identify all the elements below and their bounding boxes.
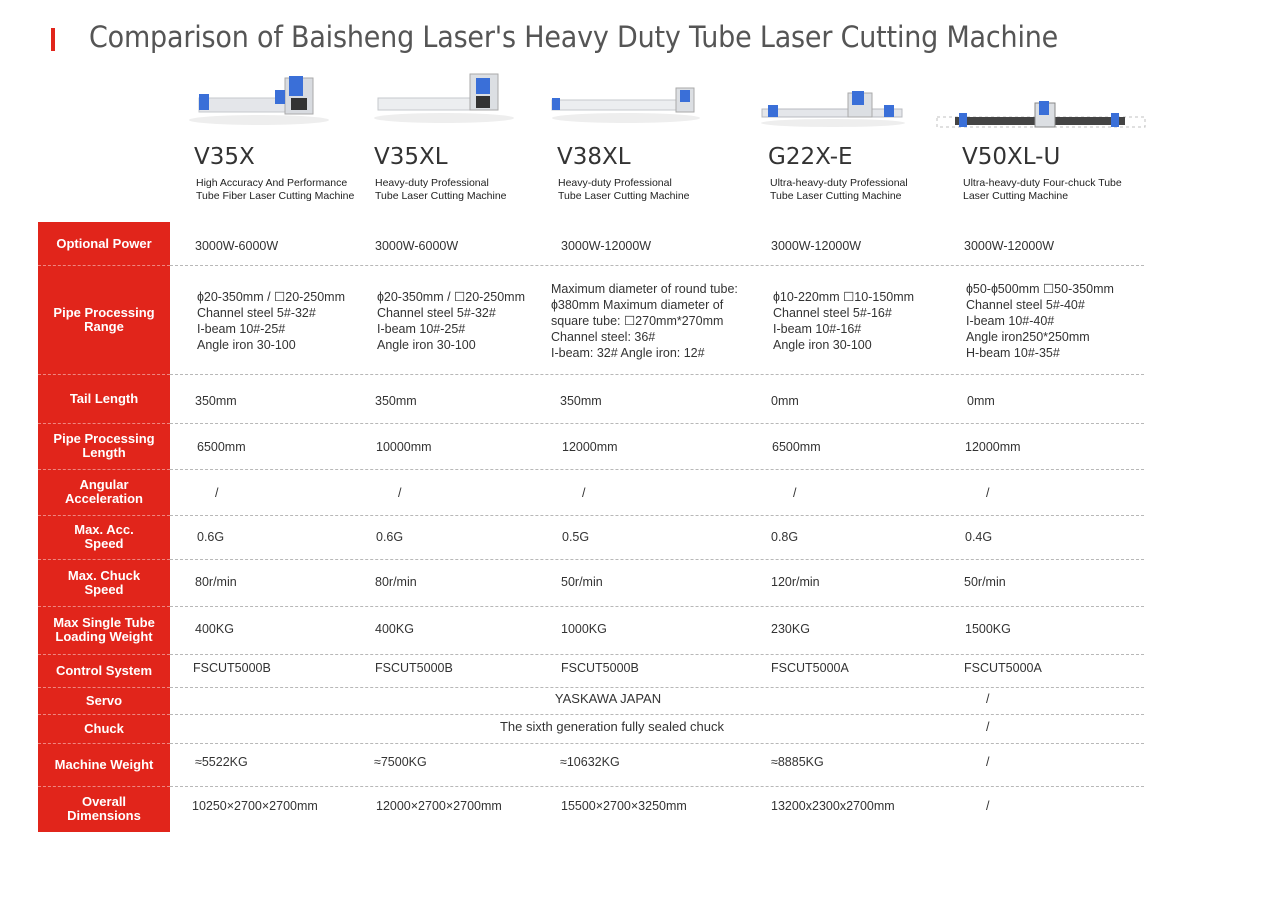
spec-cell: / bbox=[986, 692, 990, 706]
spec-cell: 3000W-6000W bbox=[375, 239, 459, 253]
model-description: Heavy-duty Professional Tube Laser Cutting Machine bbox=[558, 177, 690, 202]
spec-cell: / bbox=[398, 486, 402, 500]
page-title: Comparison of Baisheng Laser's Heavy Duty Tube Laser Cutting Machine bbox=[89, 20, 1059, 54]
spec-cell: 6500mm bbox=[197, 440, 246, 454]
model-name: G22X-E bbox=[768, 144, 853, 170]
machine-image-g22x-e bbox=[758, 78, 908, 138]
spec-cell: / bbox=[582, 486, 586, 500]
spec-cell: Maximum diameter of round tube: ɸ380mm Maximum diameter of square tube: ☐270mm*270mm Channel steel: 36# I-beam: 32# Angle iron: 12# bbox=[551, 282, 738, 360]
spec-cell: / bbox=[986, 799, 990, 813]
spec-cell: 0mm bbox=[967, 394, 995, 408]
spec-cell: 10250×2700×2700mm bbox=[192, 799, 318, 813]
row-label-servo: Servo bbox=[85, 692, 123, 708]
spec-cell: 350mm bbox=[195, 394, 237, 408]
model-description: High Accuracy And Performance Tube Fiber Laser Cutting Machine bbox=[196, 177, 355, 202]
spec-cell: ɸ20-350mm / ☐20-250mm Channel steel 5#-32# I-beam 10#-25# Angle iron 30-100 bbox=[197, 290, 345, 352]
spec-cell: 10000mm bbox=[376, 440, 432, 454]
spec-cell: 12000mm bbox=[965, 440, 1021, 454]
spec-cell: ɸ10-220mm ☐10-150mm Channel steel 5#-16# I-beam 10#-16# Angle iron 30-100 bbox=[773, 290, 915, 352]
spec-cell: 0.6G bbox=[197, 530, 225, 544]
model-name: V35X bbox=[194, 144, 255, 170]
row-label-angular-acceleration: Angular Acceleration bbox=[64, 477, 144, 506]
spec-cell: 0.5G bbox=[562, 530, 590, 544]
row-label-pipe-processing-range: Pipe Processing Range bbox=[53, 304, 155, 334]
spec-cell: / bbox=[793, 486, 797, 500]
spec-cell: 0.8G bbox=[771, 530, 799, 544]
spec-cell: ɸ20-350mm / ☐20-250mm Channel steel 5#-32# I-beam 10#-25# Angle iron 30-100 bbox=[377, 290, 525, 352]
spec-cell: FSCUT5000B bbox=[561, 661, 639, 675]
row-label-control-system: Control System bbox=[55, 662, 153, 678]
spec-cell: / bbox=[986, 720, 990, 734]
spec-cell: / bbox=[215, 486, 219, 500]
spec-cell: 230KG bbox=[771, 622, 810, 636]
spec-cell: 400KG bbox=[195, 622, 234, 636]
spec-cell-spanning: The sixth generation fully sealed chuck bbox=[499, 719, 724, 734]
spec-cell: 50r/min bbox=[964, 575, 1006, 589]
spec-cell: 3000W-12000W bbox=[561, 239, 652, 253]
spec-cell: 15500×2700×3250mm bbox=[561, 799, 687, 813]
spec-cell: 80r/min bbox=[195, 575, 237, 589]
spec-cell: 0mm bbox=[771, 394, 799, 408]
spec-cell: FSCUT5000A bbox=[964, 661, 1042, 675]
row-label-chuck: Chuck bbox=[84, 720, 124, 736]
spec-cell: 12000×2700×2700mm bbox=[376, 799, 502, 813]
spec-cell: 3000W-12000W bbox=[964, 239, 1055, 253]
spec-cell: 12000mm bbox=[562, 440, 618, 454]
spec-cell-spanning: YASKAWA JAPAN bbox=[554, 691, 662, 706]
spec-cell: ≈5522KG bbox=[195, 755, 248, 769]
model-name: V35XL bbox=[374, 144, 448, 170]
spec-cell: FSCUT5000B bbox=[193, 661, 271, 675]
spec-cell: 1000KG bbox=[561, 622, 607, 636]
spec-cell: 6500mm bbox=[772, 440, 821, 454]
spec-cell: 50r/min bbox=[561, 575, 603, 589]
spec-cell: ≈7500KG bbox=[374, 755, 427, 769]
spec-cell: ≈8885KG bbox=[771, 755, 824, 769]
spec-cell: 120r/min bbox=[771, 575, 820, 589]
spec-cell: 3000W-12000W bbox=[771, 239, 862, 253]
spec-cell: 0.6G bbox=[376, 530, 404, 544]
spec-cell: 3000W-6000W bbox=[195, 239, 279, 253]
title-accent-bar bbox=[51, 28, 55, 51]
spec-cell: ɸ50-ɸ500mm ☐50-350mm Channel steel 5#-40# I-beam 10#-40# Angle iron250*250mm H-beam 10#-35# bbox=[966, 282, 1114, 360]
spec-cell: 350mm bbox=[375, 394, 417, 408]
machine-image-v38xl bbox=[548, 72, 704, 132]
spec-cell: 400KG bbox=[375, 622, 414, 636]
model-name: V38XL bbox=[557, 144, 631, 170]
spec-cell: 0.4G bbox=[965, 530, 993, 544]
spec-cell: ≈10632KG bbox=[560, 755, 620, 769]
row-label-max-chuck-speed: Max. Chuck Speed bbox=[67, 567, 141, 597]
model-name: V50XL-U bbox=[962, 144, 1061, 170]
spec-cell: FSCUT5000B bbox=[375, 661, 453, 675]
row-label-optional-power: Optional Power bbox=[56, 235, 152, 251]
spec-cell: 80r/min bbox=[375, 575, 417, 589]
spec-cell: FSCUT5000A bbox=[771, 661, 849, 675]
machine-image-v35x bbox=[185, 68, 333, 128]
row-label-pipe-processing-length: Pipe Processing Length bbox=[53, 431, 155, 460]
row-label-tail-length: Tail Length bbox=[69, 390, 139, 406]
spec-cell: 350mm bbox=[560, 394, 602, 408]
spec-cell: / bbox=[986, 486, 990, 500]
machine-image-v50xl-u bbox=[935, 85, 1147, 145]
row-label-max-single-tube-loading-weight: Max Single Tube Loading Weight bbox=[53, 615, 155, 644]
row-label-max-acc-speed: Max. Acc. Speed bbox=[74, 522, 134, 551]
model-description: Ultra-heavy-duty Four-chuck Tube Laser Cutting Machine bbox=[963, 177, 1122, 202]
row-label-overall-dimensions: Overall Dimensions bbox=[67, 794, 141, 823]
spec-cell: 13200x2300x2700mm bbox=[771, 799, 895, 813]
model-description: Ultra-heavy-duty Professional Tube Laser Cutting Machine bbox=[770, 177, 908, 202]
machine-image-v35xl bbox=[370, 68, 518, 128]
model-description: Heavy-duty Professional Tube Laser Cutting Machine bbox=[375, 177, 507, 202]
row-label-machine-weight: Machine Weight bbox=[54, 756, 154, 772]
spec-cell: 1500KG bbox=[965, 622, 1011, 636]
spec-cell: / bbox=[986, 755, 990, 769]
